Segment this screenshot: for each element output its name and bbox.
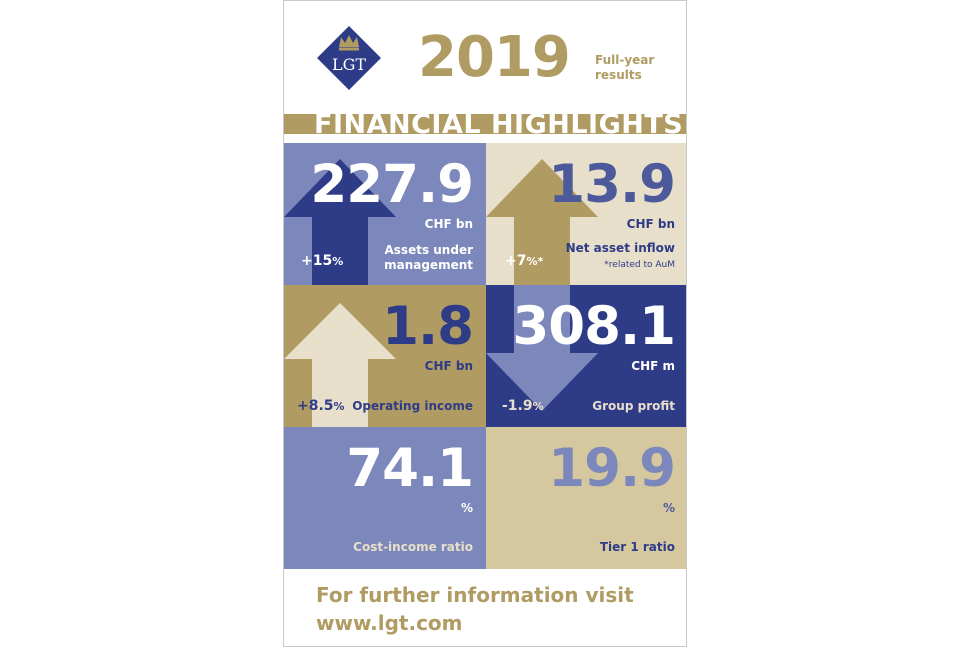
tile-tier1-ratio — [486, 427, 687, 569]
logo-text: LGT — [331, 55, 367, 74]
group-profit-change: -1.9% — [502, 398, 544, 414]
section-title: FINANCIAL HIGHLIGHTS — [314, 109, 684, 140]
group-profit-unit: CHF m — [631, 359, 675, 373]
cost-income-unit: % — [460, 501, 473, 515]
cost-income-value: 74.1 — [346, 438, 473, 499]
tier1-unit: % — [662, 501, 675, 515]
financial-highlights-poster — [283, 0, 687, 647]
nni-label: Net asset inflow — [565, 241, 675, 255]
tier1-label: Tier 1 ratio — [599, 540, 675, 554]
footer-text: For further information visit — [316, 583, 634, 607]
tile-net-asset-inflow — [486, 143, 687, 285]
tile-operating-income — [284, 285, 486, 427]
lgt-logo — [316, 25, 382, 91]
nni-change: +7%* — [505, 253, 544, 269]
tile-group-profit — [486, 285, 687, 427]
aum-change: +15% — [301, 253, 344, 269]
report-subtitle: Full-year results — [595, 53, 655, 82]
cost-income-label: Cost-income ratio — [353, 540, 473, 554]
operating-income-change: +8.5% — [297, 398, 345, 414]
operating-income-label: Operating income — [352, 399, 473, 413]
group-profit-value: 308.1 — [512, 296, 675, 357]
aum-unit: CHF bn — [424, 217, 473, 231]
tier1-value: 19.9 — [548, 438, 675, 499]
nni-unit: CHF bn — [626, 217, 675, 231]
nni-footnote: *related to AuM — [604, 260, 675, 270]
operating-income-unit: CHF bn — [424, 359, 473, 373]
footer-info — [316, 581, 634, 637]
aum-value: 227.9 — [310, 154, 473, 215]
tile-assets-under-management — [284, 143, 486, 285]
group-profit-label: Group profit — [592, 399, 675, 413]
operating-income-value: 1.8 — [382, 296, 473, 357]
aum-label: Assets under management — [384, 243, 473, 272]
report-year: 2019 — [418, 25, 570, 90]
nni-value: 13.9 — [548, 154, 675, 215]
tile-cost-income-ratio — [284, 427, 486, 569]
website-link[interactable]: www.lgt.com — [316, 611, 463, 635]
